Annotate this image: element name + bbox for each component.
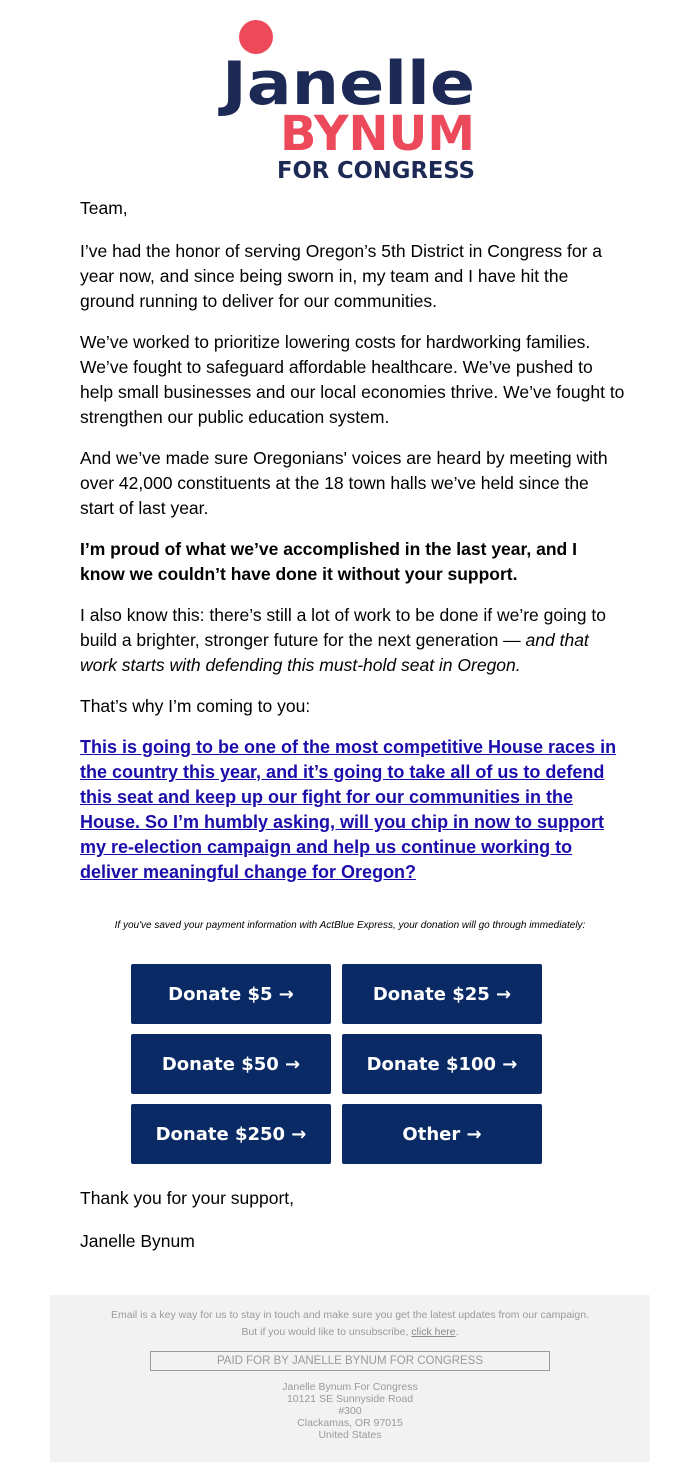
paragraph-2: We’ve worked to prioritize lowering costs for hardworking families. We’ve fought to safeguard affordable healthcare. We’ve pushed to help small businesses and our local economies thrive. We’ve fought to strengthen our public education system. — [80, 332, 625, 427]
email-footer — [50, 1295, 650, 1462]
donate-50-button[interactable]: Donate $50 → — [131, 1034, 331, 1094]
logo-last-name: BYNUM — [280, 106, 475, 162]
paragraph-6: That’s why I’m coming to you: — [80, 696, 311, 716]
address-line: United States — [318, 1429, 382, 1441]
unsubscribe-link[interactable]: click here — [411, 1326, 456, 1338]
actblue-express-note: If you've saved your payment information with ActBlue Express, your donation will go through immediately: — [114, 920, 586, 931]
donate-250-button[interactable]: Donate $250 → — [131, 1104, 331, 1164]
mailing-address — [50, 1381, 650, 1441]
paragraph-4-bold: I’m proud of what we’ve accomplished in the last year, and I know we couldn’t have done it without your support. — [80, 539, 577, 584]
address-line: Clackamas, OR 97015 — [297, 1417, 403, 1429]
paragraph-3: And we’ve made sure Oregonians' voices are heard by meeting with over 42,000 constituents at the 18 town halls we’ve held since the start of last year. — [80, 448, 608, 518]
address-line: 10121 SE Sunnyside Road — [286, 1393, 414, 1405]
footer-line-1: Email is a key way for us to stay in touch and make sure you get the latest updates from our campaign. — [111, 1309, 589, 1321]
paragraph-5 — [80, 603, 625, 678]
paragraph-5-italic: and that work starts with defending this must-hold seat in Oregon. — [80, 630, 589, 675]
footer-line-2-prefix: But if you would like to unsubscribe, — [241, 1326, 412, 1338]
logo-first-name: Janelle — [217, 49, 475, 119]
signoff-name: Janelle Bynum — [80, 1231, 195, 1251]
paid-for-disclaimer: PAID FOR BY JANELLE BYNUM FOR CONGRESS — [150, 1351, 550, 1371]
logo-tagline: FOR CONGRESS — [277, 158, 475, 184]
address-line: Janelle Bynum For Congress — [282, 1381, 418, 1393]
paragraph-1: I’ve had the honor of serving Oregon’s 5th District in Congress for a year now, and since being sworn in, my team and I have hit the ground running to deliver for our communities. — [80, 241, 603, 311]
paragraph-5-text: I also know this: there’s still a lot of work to be done if we’re going to build a brighter, stronger future for the next generation — — [80, 605, 606, 650]
donate-cta-link[interactable]: This is going to be one of the most competitive House races in the country this year, and it’s going to take all of us to defend this seat and keep up our fight for our communities in the House. So I’m humbly asking, will you chip in now to support my re-election campaign and help us continue working to deliver meaningful change for Oregon? — [80, 737, 617, 882]
address-line: #300 — [338, 1405, 362, 1417]
footer-line-2 — [50, 1326, 650, 1338]
campaign-logo — [0, 0, 700, 190]
letter-body — [80, 196, 625, 885]
donate-other-button[interactable]: Other → — [342, 1104, 542, 1164]
donate-5-button[interactable]: Donate $5 → — [131, 964, 331, 1024]
logo-graphic — [0, 0, 700, 190]
footer-line-2-suffix: . — [455, 1326, 459, 1338]
signoff-thanks: Thank you for your support, — [80, 1188, 294, 1208]
greeting: Team, — [80, 198, 128, 218]
donate-25-button[interactable]: Donate $25 → — [342, 964, 542, 1024]
donate-100-button[interactable]: Donate $100 → — [342, 1034, 542, 1094]
